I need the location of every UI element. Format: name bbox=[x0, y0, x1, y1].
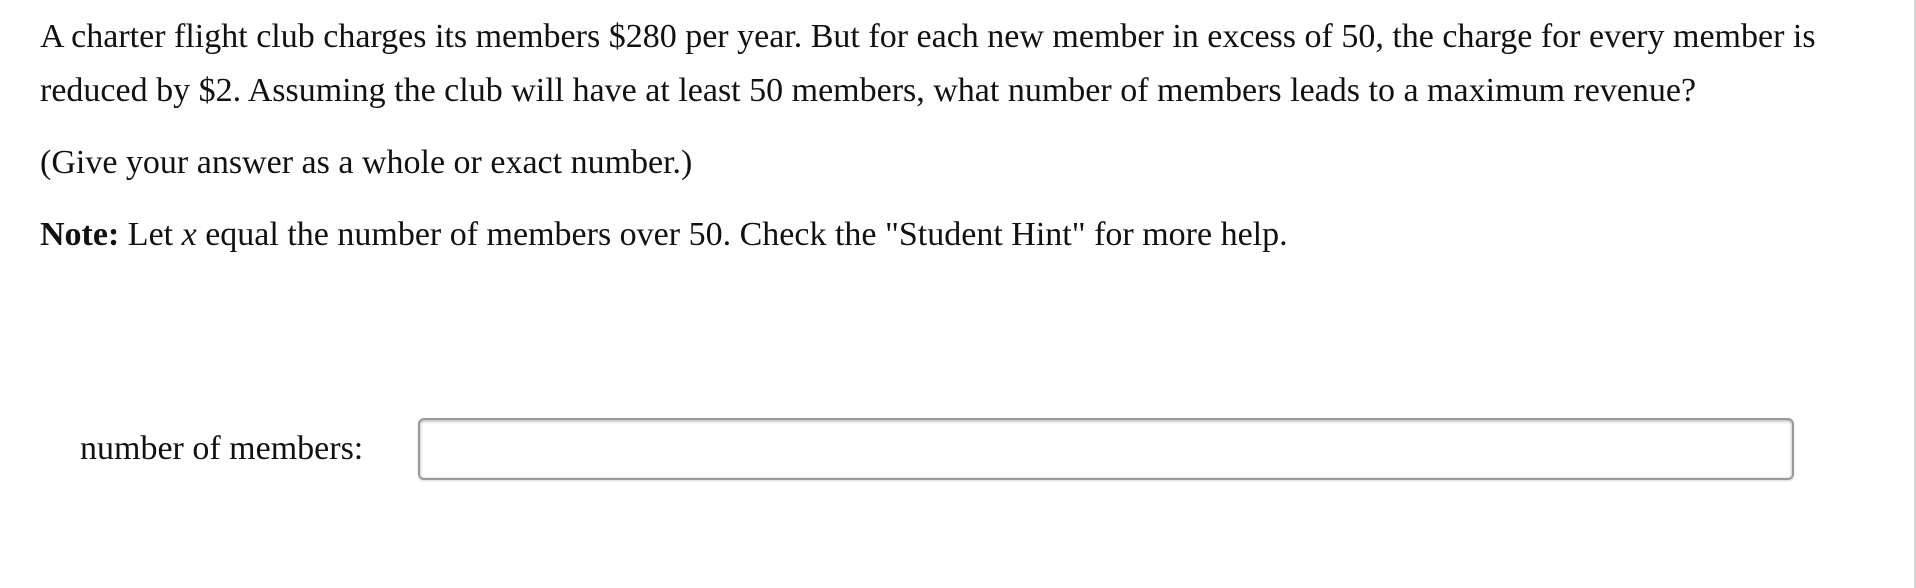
answer-row bbox=[80, 418, 1794, 480]
note-paragraph bbox=[40, 208, 1890, 262]
note-label: Note: bbox=[40, 216, 120, 253]
answer-format-instruction: (Give your answer as a whole or exact number.) bbox=[40, 144, 693, 181]
note-variable: x bbox=[181, 216, 197, 253]
question-content bbox=[40, 10, 1890, 262]
answer-label: number of members: bbox=[80, 430, 364, 467]
note-text-after: equal the number of members over 50. Check the "Student Hint" for more help. bbox=[196, 216, 1288, 253]
note-text-before: Let bbox=[119, 216, 182, 253]
number-of-members-input[interactable] bbox=[418, 418, 1794, 480]
question-text: A charter flight club charges its members $280 per year. But for each new member in excess of 50, the charge for every member is reduced by $2. Assuming the club will have at least 50 members, what number of members leads to a maximum revenue? bbox=[40, 18, 1816, 109]
